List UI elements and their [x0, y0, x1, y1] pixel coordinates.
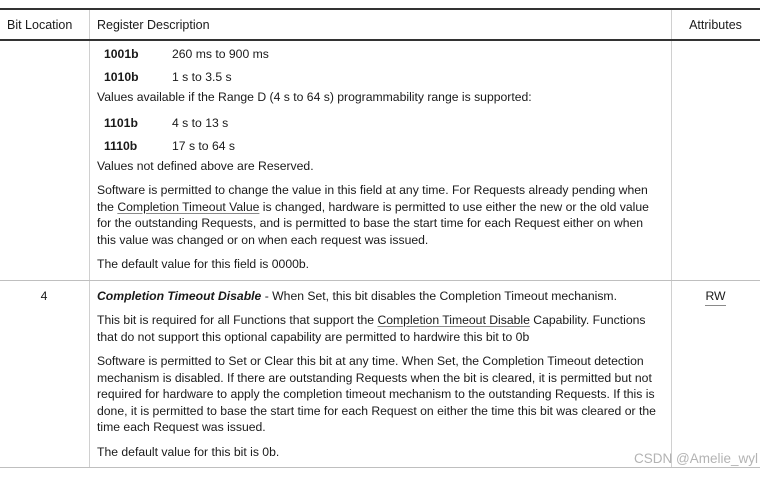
- field-summary: [97, 288, 663, 305]
- field-description: - When Set, this bit disables the Completion Timeout mechanism.: [261, 288, 617, 303]
- watermark: CSDN @Amelie_wyl: [634, 451, 758, 466]
- encoding-row: [97, 43, 663, 66]
- reserved-note: Values not defined above are Reserved.: [97, 158, 314, 173]
- encoding-row: [97, 135, 663, 158]
- attributes-cell: [672, 40, 761, 280]
- range-d-note: Values available if the Range D (4 s to 64 s) programmability range is supported:: [97, 90, 532, 104]
- encoding-code: 1010b: [104, 70, 139, 85]
- default-note: The default value for this field is 0000b.: [97, 257, 310, 271]
- attributes-cell: [672, 280, 761, 468]
- encoding-value: 260 ms to 900 ms: [172, 47, 269, 62]
- encoding-code: 1101b: [104, 115, 138, 130]
- encoding-code: 1001b: [104, 47, 139, 62]
- default-note: The default value for this bit is 0b.: [97, 444, 280, 459]
- header-register-description: Register Description: [90, 9, 672, 40]
- attribute-rw[interactable]: RW: [705, 288, 725, 307]
- bit-location-cell: 4: [0, 280, 90, 468]
- required-paragraph: This bit is required for all Functions that support the Completion Timeout Disable Capability. Functions that do not support this optional capability are permitted to hardwire this bit to 0b: [97, 313, 646, 344]
- description-cell: [90, 40, 672, 280]
- software-paragraph: Software is permitted to change the value in this field at any time. For Requests already pending when the Completion Timeout Value is changed, hardware is permitted to use either the new or the old value for the outstanding Requests, and is permitted to base the start time for each Request either on when this value was changed or on when each request was issued.: [97, 183, 649, 247]
- encoding-value: 4 s to 13 s: [172, 115, 229, 130]
- encoding-value: 17 s to 64 s: [172, 138, 236, 153]
- table-row: [0, 40, 760, 280]
- completion-timeout-disable-link[interactable]: Completion Timeout Disable: [377, 313, 530, 327]
- header-bit-location: Bit Location: [0, 9, 90, 40]
- register-table: [0, 8, 760, 468]
- completion-timeout-value-link[interactable]: Completion Timeout Value: [117, 199, 260, 214]
- bit-location-cell: [0, 40, 90, 280]
- description-cell: [90, 280, 672, 468]
- software-paragraph: Software is permitted to Set or Clear this bit at any time. When Set, the Completion Timeout detection mechanism is disabled. If there are outstanding Requests when the bit is cleared, it is permitted but not required for hardware to apply the completion timeout mechanism to the outstanding Requests. If this is done, it is permitted to base the start time for each Request on either the time this bit was cleared or the time each Request was issued.: [97, 354, 656, 434]
- field-name: Completion Timeout Disable: [97, 288, 262, 303]
- encoding-row: [97, 112, 663, 135]
- encoding-code: 1110b: [104, 138, 138, 153]
- table-row: [0, 280, 760, 468]
- encoding-value: 1 s to 3.5 s: [172, 70, 232, 85]
- encoding-row: [97, 66, 663, 89]
- header-attributes: Attributes: [672, 9, 761, 40]
- table-header-row: [0, 9, 760, 40]
